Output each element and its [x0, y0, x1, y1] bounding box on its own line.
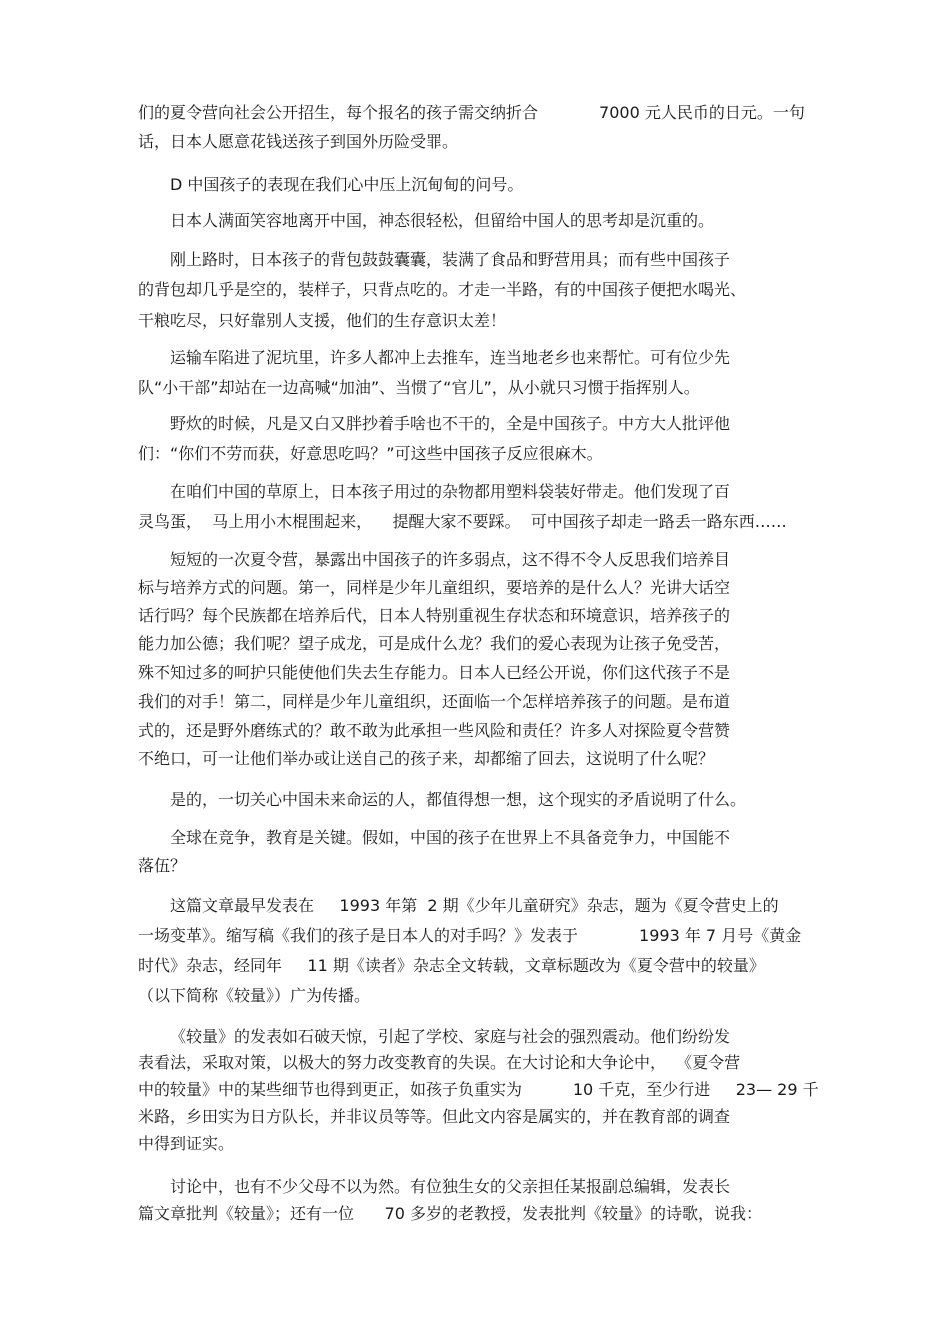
text-line: 标与培养方式的问题。第一，同样是少年儿童组织，要培养的是什么人？光讲大话空 [138, 578, 731, 597]
text-line: 的背包却几乎是空的，装样子，只背点吃的。才走一半路，有的中国孩子便把水喝光、 [138, 280, 747, 299]
text-line: 话，日本人愿意花钱送孩子到国外历险受罪。 [138, 132, 459, 151]
text-line: 全球在竞争，教育是关键。假如，中国的孩子在世界上不具备竞争力，中国能不 [170, 828, 731, 847]
text-line: 我们的对手！第二，同样是少年儿童组织，还面临一个怎样培养孩子的问题。是布道 [138, 692, 731, 711]
text-line: 在咱们中国的草原上，日本孩子用过的杂物都用塑料袋装好带走。他们发现了百 [170, 482, 731, 501]
text-line: 们：“你们不劳而获，好意思吃吗？”可这些中国孩子反应很麻木。 [138, 444, 603, 463]
text-line: 话行吗？每个民族都在培养后代，日本人特别重视生存状态和环境意识，培养孩子的 [138, 606, 731, 625]
text-line: 时代》杂志，经同年 11 期《读者》杂志全文转载，文章标题改为《夏令营中的较量》 [138, 956, 765, 975]
text-line: 一场变革》。缩写稿《我们的孩子是日本人的对手吗？》发表于 1993 年 7 月号《黄金 [138, 926, 802, 945]
text-line: 不绝口，可一让他们举办或让送自己的孩子来，却都缩了回去，这说明了什么呢？ [138, 749, 715, 768]
text-line: 灵鸟蛋， 马上用小木棍围起来， 提醒大家不要踩。 可中国孩子却走一路丢一路东西…… [138, 512, 787, 531]
text-line: 短短的一次夏令营，暴露出中国孩子的许多弱点，这不得不令人反思我们培养目 [170, 550, 731, 569]
text-line: 刚上路时，日本孩子的背包鼓鼓囊囊，装满了食品和野营用具；而有些中国孩子 [170, 250, 731, 269]
text-line: 式的，还是野外磨练式的？敢不敢为此承担一些风险和责任？许多人对探险夏令营赞 [138, 721, 731, 740]
text-line: 这篇文章最早发表在 1993 年第 2 期《少年儿童研究》杂志，题为《夏令营史上的 [170, 896, 779, 915]
text-line: 中的较量》中的某些细节也得到更正，如孩子负重实为 10 千克，至少行进 23— 29 千 [138, 1080, 819, 1099]
text-line: 运输车陷进了泥坑里，许多人都冲上去推车，连当地老乡也来帮忙。可有位少先 [170, 348, 731, 367]
text-line: 落伍？ [138, 856, 187, 875]
text-line: 能力加公德；我们呢？望子成龙，可是成什么龙？我们的爱心表现为让孩子免受苦， [138, 634, 731, 653]
text-line: 们的夏令营向社会公开招生，每个报名的孩子需交纳折合 7000 元人民币的日元。一句 [138, 103, 805, 122]
text-line: （以下简称《较量》）广为传播。 [138, 986, 371, 1005]
text-line: 中得到证实。 [138, 1134, 235, 1153]
text-line: 表看法，采取对策，以极大的努力改变教育的失误。在大讨论和大争论中， 《夏令营 [138, 1053, 741, 1072]
text-line: 干粮吃尽，只好靠别人支援，他们的生存意识太差！ [138, 311, 507, 330]
text-line: 殊不知过多的呵护只能使他们失去生存能力。日本人已经公开说，你们这代孩子不是 [138, 663, 731, 682]
text-line: 米路，乡田实为日方队长，并非议员等等。但此文内容是属实的，并在教育部的调查 [138, 1107, 731, 1126]
text-line: 日本人满面笑容地离开中国，神态很轻松，但留给中国人的思考却是沉重的。 [170, 211, 715, 230]
text-line: 讨论中，也有不少父母不以为然。有位独生女的父亲担任某报副总编辑，发表长 [170, 1177, 731, 1196]
text-line: 《较量》的发表如石破天惊，引起了学校、家庭与社会的强烈震动。他们纷纷发 [170, 1027, 731, 1046]
text-line: 队“小干部”却站在一边高喊“加油”、当惯了“官儿”，从小就只习惯于指挥别人。 [138, 378, 700, 397]
text-line: D 中国孩子的表现在我们心中压上沉甸甸的问号。 [170, 175, 524, 194]
text-line: 篇文章批判《较量》；还有一位 70 多岁的老教授，发表批判《较量》的诗歌，说我： [138, 1204, 762, 1223]
text-line: 是的，一切关心中国未来命运的人，都值得想一想，这个现实的矛盾说明了什么。 [170, 790, 747, 809]
text-line: 野炊的时候，凡是又白又胖抄着手啥也不干的，全是中国孩子。中方大人批评他 [170, 414, 731, 433]
